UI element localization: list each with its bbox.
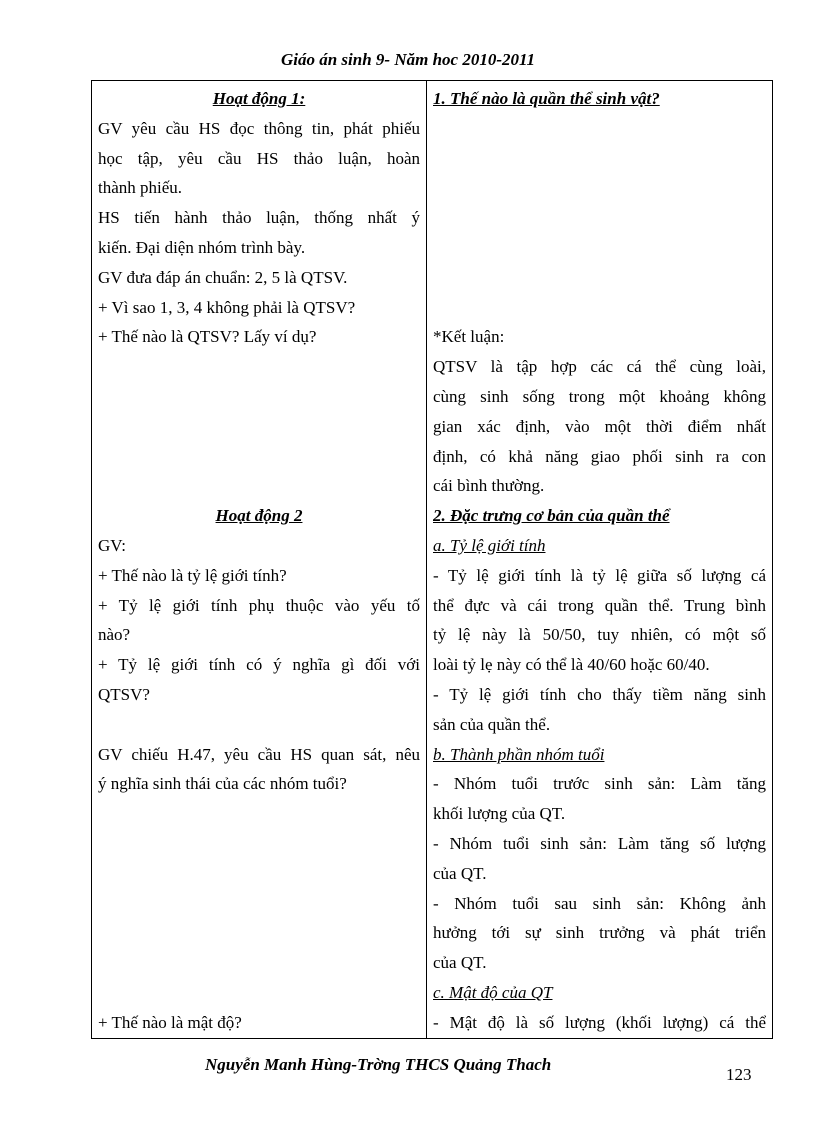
right-line: loài tỷ lẹ này có thể là 40/60 hoặc 60/40. <box>433 655 710 675</box>
left-line <box>98 889 420 919</box>
left-line: + Thế nào là QTSV? Lấy ví dụ? <box>98 327 317 347</box>
left-line: kiến. Đại diện nhóm trình bày. <box>98 237 306 257</box>
lesson-content-column <box>427 81 773 1039</box>
left-line: + Thế nào là mật độ? <box>98 1012 242 1032</box>
left-line <box>98 948 420 978</box>
left-line: GV chiếu H.47, yêu cầu HS quan sát, nêu <box>98 744 420 764</box>
right-line: - Nhóm tuổi sau sinh sản: Không ảnh <box>433 893 766 913</box>
left-line <box>98 382 420 412</box>
left-line: GV đưa đáp án chuẩn: 2, 5 là QTSV. <box>98 267 348 287</box>
lesson-table <box>91 80 773 1039</box>
activity-2-heading: Hoạt động 2 <box>215 506 303 526</box>
left-line <box>98 471 420 501</box>
left-line: + Tỷ lệ giới tính có ý nghĩa gì đối với <box>98 655 420 675</box>
right-line: - Tỷ lệ giới tính là tỷ lệ giữa số lượng cá <box>433 565 766 585</box>
left-line <box>98 799 420 829</box>
right-line <box>433 233 766 263</box>
right-line: thể đực và cái trong quần thể. Trung bình <box>433 595 766 615</box>
right-line: QTSV là tập hợp các cá thể cùng loài, <box>433 357 766 377</box>
left-line: thành phiếu. <box>98 178 183 198</box>
right-line <box>433 144 766 174</box>
right-line: khối lượng của QT. <box>433 804 566 824</box>
right-line: - Nhóm tuổi sinh sản: Làm tăng số lượng <box>433 833 766 853</box>
right-line: cái bình thường. <box>433 476 545 496</box>
teacher-student-activities-column <box>92 81 427 1039</box>
left-line <box>98 442 420 472</box>
right-line: tỷ lệ này là 50/50, tuy nhiên, có một số <box>433 625 766 645</box>
right-line <box>433 173 766 203</box>
left-line: GV yêu cầu HS đọc thông tin, phát phiếu <box>98 118 420 138</box>
right-line: định, có khả năng giao phối sinh ra con <box>433 446 766 466</box>
section-2-heading: 2. Đặc trưng cơ bản của quần thể <box>433 506 670 526</box>
conclusion-label: *Kết luận: <box>433 327 505 347</box>
left-line <box>98 412 420 442</box>
right-line: của QT. <box>433 863 487 883</box>
section-1-heading: 1. Thế nào là quần thể sinh vật? <box>433 89 660 108</box>
left-line <box>98 978 420 1008</box>
left-line: + Vì sao 1, 3, 4 không phải là QTSV? <box>98 297 356 317</box>
page-footer: Nguyễn Manh Hùng-Trờng THCS Quảng Thach <box>205 1055 552 1074</box>
subsection-a-heading: a. Tỷ lệ giới tính <box>433 535 546 555</box>
right-line: - Tỷ lệ giới tính cho thấy tiềm năng sinh <box>433 684 766 704</box>
left-line <box>98 352 420 382</box>
left-line <box>98 918 420 948</box>
page-number: 123 <box>726 1065 752 1084</box>
right-line: cùng sinh sống trong một khoảng không <box>433 386 766 406</box>
right-line: của QT. <box>433 953 487 973</box>
right-line: hưởng tới sự sinh trưởng và phát triển <box>433 923 766 943</box>
right-line: gian xác định, vào một thời điểm nhất <box>433 416 766 436</box>
subsection-b-heading: b. Thành phần nhóm tuổi <box>433 744 605 764</box>
right-line <box>433 114 766 144</box>
activity-1-heading: Hoạt động 1: <box>212 89 306 108</box>
left-line: GV: <box>98 535 127 555</box>
left-line: + Thế nào là tỷ lệ giới tính? <box>98 565 287 585</box>
right-line: - Nhóm tuổi trước sinh sản: Làm tăng <box>433 774 766 794</box>
right-line: - Mật độ là số lượng (khối lượng) cá thể <box>433 1012 766 1032</box>
left-line: QTSV? <box>98 684 150 704</box>
left-line <box>98 829 420 859</box>
right-line <box>433 263 766 293</box>
left-line: học tập, yêu cầu HS thảo luận, hoàn <box>98 148 420 168</box>
right-line <box>433 293 766 323</box>
left-line: ý nghĩa sinh thái của các nhóm tuổi? <box>98 774 347 794</box>
page-header: Giáo án sinh 9- Năm hoc 2010-2011 <box>280 50 536 69</box>
subsection-c-heading: c. Mật độ của QT <box>433 982 553 1002</box>
right-line <box>433 203 766 233</box>
left-line: nào? <box>98 625 131 645</box>
left-line: + Tỷ lệ giới tính phụ thuộc vào yếu tố <box>98 595 420 615</box>
right-line: sản của quần thể. <box>433 714 551 734</box>
left-line <box>98 710 420 740</box>
left-line: HS tiến hành thảo luận, thống nhất ý <box>98 208 420 228</box>
left-line <box>98 859 420 889</box>
